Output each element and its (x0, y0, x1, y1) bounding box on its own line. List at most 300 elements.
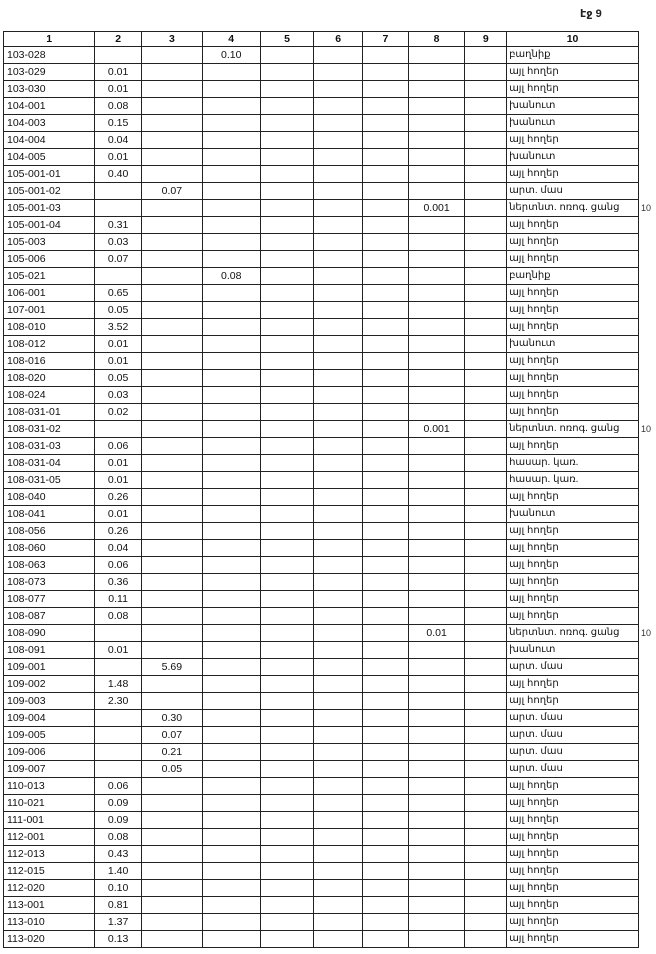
parcel-code-cell: 112-013 (4, 846, 95, 863)
parcel-code-cell: 109-003 (4, 693, 95, 710)
land-use-cell: այլ հողեր (507, 880, 639, 897)
area-value-cell: 0.36 (95, 574, 142, 591)
area-value-cell (314, 200, 363, 217)
land-use-cell: այլ հողեր (507, 846, 639, 863)
area-value-cell (202, 98, 260, 115)
area-value-cell (314, 285, 363, 302)
table-row (4, 914, 639, 931)
parcel-code-cell: 109-001 (4, 659, 95, 676)
area-value-cell (141, 370, 202, 387)
area-value-cell (202, 506, 260, 523)
area-value-cell (363, 217, 409, 234)
area-value-cell (408, 81, 465, 98)
parcel-code-cell: 108-073 (4, 574, 95, 591)
area-value-cell (363, 251, 409, 268)
area-value-cell (363, 319, 409, 336)
area-value-cell (260, 710, 314, 727)
area-value-cell (314, 404, 363, 421)
area-value-cell: 0.02 (95, 404, 142, 421)
area-value-cell (363, 132, 409, 149)
area-value-cell (363, 812, 409, 829)
column-header-8: 8 (408, 32, 465, 47)
table-row (4, 421, 639, 438)
area-value-cell (141, 64, 202, 81)
area-value-cell (314, 251, 363, 268)
area-value-cell (202, 744, 260, 761)
area-value-cell (465, 387, 507, 404)
area-value-cell (314, 863, 363, 880)
area-value-cell (408, 829, 465, 846)
area-value-cell (363, 353, 409, 370)
table-row (4, 710, 639, 727)
parcel-code-cell: 108-041 (4, 506, 95, 523)
area-value-cell (260, 64, 314, 81)
table-row (4, 302, 639, 319)
area-value-cell (202, 302, 260, 319)
area-value-cell: 0.05 (95, 370, 142, 387)
table-row (4, 251, 639, 268)
area-value-cell (314, 897, 363, 914)
area-value-cell (314, 523, 363, 540)
parcel-code-cell: 104-003 (4, 115, 95, 132)
area-value-cell: 0.01 (408, 625, 465, 642)
area-value-cell (95, 625, 142, 642)
area-value-cell (408, 472, 465, 489)
area-value-cell: 0.08 (202, 268, 260, 285)
area-value-cell (141, 455, 202, 472)
table-row (4, 829, 639, 846)
area-value-cell (314, 761, 363, 778)
land-use-cell: խանուտ (507, 336, 639, 353)
area-value-cell (202, 625, 260, 642)
area-value-cell: 0.06 (95, 438, 142, 455)
area-value-cell (95, 421, 142, 438)
table-row (4, 659, 639, 676)
table-row (4, 489, 639, 506)
land-use-cell: այլ հողեր (507, 234, 639, 251)
area-value-cell (363, 914, 409, 931)
area-value-cell (260, 778, 314, 795)
area-value-cell (141, 863, 202, 880)
area-value-cell: 0.40 (95, 166, 142, 183)
area-value-cell (260, 404, 314, 421)
area-value-cell (408, 370, 465, 387)
area-value-cell (314, 234, 363, 251)
area-value-cell (408, 404, 465, 421)
area-value-cell (314, 642, 363, 659)
area-value-cell (202, 591, 260, 608)
area-value-cell (260, 268, 314, 285)
area-value-cell (141, 285, 202, 302)
area-value-cell (465, 421, 507, 438)
area-value-cell (260, 829, 314, 846)
area-value-cell (363, 166, 409, 183)
area-value-cell (408, 846, 465, 863)
parcel-code-cell: 108-031-04 (4, 455, 95, 472)
area-value-cell (314, 132, 363, 149)
area-value-cell (314, 336, 363, 353)
table-row (4, 625, 639, 642)
page-number-label: էջ 9 (580, 8, 602, 20)
area-value-cell (465, 319, 507, 336)
area-value-cell (465, 64, 507, 81)
parcel-code-cell: 108-091 (4, 642, 95, 659)
area-value-cell (202, 693, 260, 710)
area-value-cell (363, 489, 409, 506)
area-value-cell (260, 387, 314, 404)
area-value-cell (260, 149, 314, 166)
land-use-cell: այլ հողեր (507, 217, 639, 234)
parcel-code-cell: 105-006 (4, 251, 95, 268)
area-value-cell (314, 47, 363, 64)
table-row (4, 285, 639, 302)
area-value-cell (314, 370, 363, 387)
area-value-cell (465, 149, 507, 166)
parcel-code-cell: 108-020 (4, 370, 95, 387)
table-row (4, 795, 639, 812)
land-use-cell: այլ հողեր (507, 81, 639, 98)
parcel-code-cell: 111-001 (4, 812, 95, 829)
area-value-cell (363, 183, 409, 200)
parcel-code-cell: 105-001-04 (4, 217, 95, 234)
area-value-cell (363, 455, 409, 472)
area-value-cell (363, 591, 409, 608)
area-value-cell (314, 64, 363, 81)
land-use-cell: այլ հողեր (507, 693, 639, 710)
area-value-cell (465, 268, 507, 285)
parcel-code-cell: 109-002 (4, 676, 95, 693)
area-value-cell (314, 846, 363, 863)
parcel-code-cell: 112-001 (4, 829, 95, 846)
table-body (4, 47, 639, 948)
area-value-cell (202, 880, 260, 897)
area-value-cell (260, 625, 314, 642)
land-use-cell: արտ. մաս (507, 659, 639, 676)
area-value-cell (202, 710, 260, 727)
area-value-cell (95, 659, 142, 676)
land-use-cell: այլ հողեր (507, 489, 639, 506)
area-value-cell (260, 880, 314, 897)
area-value-cell (260, 217, 314, 234)
area-value-cell (95, 47, 142, 64)
area-value-cell (141, 676, 202, 693)
area-value-cell (202, 115, 260, 132)
table-row (4, 183, 639, 200)
area-value-cell (465, 914, 507, 931)
land-use-cell: այլ հողեր (507, 370, 639, 387)
area-value-cell (141, 251, 202, 268)
area-value-cell (314, 319, 363, 336)
area-value-cell (408, 64, 465, 81)
area-value-cell (465, 438, 507, 455)
area-value-cell (363, 149, 409, 166)
area-value-cell: 0.01 (95, 149, 142, 166)
area-value-cell: 0.65 (95, 285, 142, 302)
table-row (4, 115, 639, 132)
area-value-cell (260, 353, 314, 370)
land-use-cell: ներտնտ. ոռոգ. ցանց (507, 421, 639, 438)
area-value-cell (141, 81, 202, 98)
area-value-cell (260, 438, 314, 455)
area-value-cell (363, 693, 409, 710)
parcel-code-cell: 108-077 (4, 591, 95, 608)
area-value-cell (141, 47, 202, 64)
table-row (4, 268, 639, 285)
parcel-code-cell: 103-030 (4, 81, 95, 98)
area-value-cell (202, 846, 260, 863)
land-use-cell: խանուտ (507, 115, 639, 132)
area-value-cell (202, 676, 260, 693)
area-value-cell (408, 506, 465, 523)
parcel-code-cell: 108-056 (4, 523, 95, 540)
parcel-code-cell: 112-015 (4, 863, 95, 880)
area-value-cell (465, 472, 507, 489)
area-value-cell (202, 353, 260, 370)
land-use-cell: այլ հողեր (507, 64, 639, 81)
area-value-cell (465, 183, 507, 200)
area-value-cell (465, 302, 507, 319)
land-use-cell: խանուտ (507, 149, 639, 166)
area-value-cell (363, 387, 409, 404)
column-header-9: 9 (465, 32, 507, 47)
area-value-cell (260, 200, 314, 217)
land-use-cell: այլ հողեր (507, 591, 639, 608)
area-value-cell (363, 115, 409, 132)
column-header-6: 6 (314, 32, 363, 47)
area-value-cell (408, 98, 465, 115)
table-row (4, 472, 639, 489)
area-value-cell (408, 693, 465, 710)
area-value-cell: 0.04 (95, 540, 142, 557)
area-value-cell: 0.08 (95, 98, 142, 115)
area-value-cell (408, 591, 465, 608)
area-value-cell (314, 438, 363, 455)
parcel-code-cell: 105-001-03 (4, 200, 95, 217)
area-value-cell (141, 914, 202, 931)
area-value-cell (408, 319, 465, 336)
table-row (4, 897, 639, 914)
table-row (4, 217, 639, 234)
table-row (4, 642, 639, 659)
area-value-cell (202, 778, 260, 795)
parcel-code-cell: 108-016 (4, 353, 95, 370)
table-row (4, 166, 639, 183)
area-value-cell (465, 693, 507, 710)
area-value-cell (314, 472, 363, 489)
area-value-cell (260, 557, 314, 574)
table-row (4, 234, 639, 251)
area-value-cell (363, 200, 409, 217)
area-value-cell (408, 744, 465, 761)
column-header-3: 3 (141, 32, 202, 47)
table-row (4, 744, 639, 761)
area-value-cell (202, 897, 260, 914)
area-value-cell (141, 319, 202, 336)
area-value-cell (202, 557, 260, 574)
area-value-cell: 0.001 (408, 200, 465, 217)
area-value-cell (141, 353, 202, 370)
area-value-cell (314, 880, 363, 897)
area-value-cell (141, 387, 202, 404)
area-value-cell (408, 285, 465, 302)
land-use-cell: արտ. մաս (507, 727, 639, 744)
area-value-cell (141, 421, 202, 438)
area-value-cell (363, 540, 409, 557)
area-value-cell (363, 659, 409, 676)
area-value-cell (314, 676, 363, 693)
area-value-cell: 5.69 (141, 659, 202, 676)
area-value-cell (465, 489, 507, 506)
area-value-cell: 0.01 (95, 64, 142, 81)
table-row (4, 778, 639, 795)
area-value-cell (363, 404, 409, 421)
parcel-code-cell: 108-060 (4, 540, 95, 557)
table-row (4, 506, 639, 523)
area-value-cell (465, 234, 507, 251)
area-value-cell (363, 47, 409, 64)
area-value-cell (465, 710, 507, 727)
parcel-code-cell: 107-001 (4, 302, 95, 319)
land-use-cell: այլ հողեր (507, 166, 639, 183)
area-value-cell (465, 829, 507, 846)
area-value-cell (408, 234, 465, 251)
table-row (4, 81, 639, 98)
area-value-cell (260, 659, 314, 676)
area-value-cell (408, 302, 465, 319)
land-use-cell: այլ հողեր (507, 795, 639, 812)
area-value-cell (465, 47, 507, 64)
land-use-cell: բաղնիք (507, 47, 639, 64)
area-value-cell (260, 132, 314, 149)
area-value-cell (314, 557, 363, 574)
area-value-cell (260, 234, 314, 251)
area-value-cell (363, 761, 409, 778)
land-use-cell: այլ հողեր (507, 387, 639, 404)
area-value-cell (202, 931, 260, 948)
area-value-cell (314, 914, 363, 931)
area-value-cell (141, 506, 202, 523)
area-value-cell (408, 523, 465, 540)
area-value-cell (363, 897, 409, 914)
parcel-code-cell: 108-090 (4, 625, 95, 642)
table-row (4, 812, 639, 829)
area-value-cell (314, 455, 363, 472)
area-value-cell (363, 574, 409, 591)
area-value-cell (314, 574, 363, 591)
area-value-cell (314, 710, 363, 727)
area-value-cell (141, 608, 202, 625)
table-row (4, 404, 639, 421)
area-value-cell (314, 268, 363, 285)
area-value-cell: 0.09 (95, 795, 142, 812)
area-value-cell (408, 574, 465, 591)
parcel-code-cell: 108-031-05 (4, 472, 95, 489)
land-use-cell: խանուտ (507, 98, 639, 115)
area-value-cell (408, 183, 465, 200)
parcel-code-cell: 103-029 (4, 64, 95, 81)
area-value-cell (314, 421, 363, 438)
table-row (4, 863, 639, 880)
land-use-cell: արտ. մաս (507, 710, 639, 727)
parcel-code-cell: 104-004 (4, 132, 95, 149)
area-value-cell (260, 931, 314, 948)
area-value-cell (260, 693, 314, 710)
area-value-cell: 0.10 (95, 880, 142, 897)
area-value-cell (465, 404, 507, 421)
column-header-1: 1 (4, 32, 95, 47)
parcel-code-cell: 110-021 (4, 795, 95, 812)
area-value-cell (465, 574, 507, 591)
area-value-cell: 0.08 (95, 608, 142, 625)
area-value-cell (202, 795, 260, 812)
area-value-cell (141, 234, 202, 251)
area-value-cell (408, 795, 465, 812)
area-value-cell: 0.05 (141, 761, 202, 778)
area-value-cell: 0.03 (95, 234, 142, 251)
area-value-cell (260, 302, 314, 319)
table-row (4, 523, 639, 540)
parcel-code-cell: 105-001-02 (4, 183, 95, 200)
land-use-cell: ներտնտ. ոռոգ. ցանց (507, 625, 639, 642)
land-use-cell: այլ հողեր (507, 132, 639, 149)
area-value-cell (141, 829, 202, 846)
area-value-cell (260, 115, 314, 132)
area-value-cell (465, 506, 507, 523)
land-use-cell: հասար. կառ. (507, 472, 639, 489)
area-value-cell (202, 336, 260, 353)
column-header-10: 10 (507, 32, 639, 47)
land-use-cell: խանուտ (507, 642, 639, 659)
area-value-cell (408, 217, 465, 234)
area-value-cell (465, 285, 507, 302)
area-value-cell (408, 489, 465, 506)
area-value-cell (202, 608, 260, 625)
parcel-code-cell: 103-028 (4, 47, 95, 64)
area-value-cell (465, 727, 507, 744)
area-value-cell (465, 251, 507, 268)
area-value-cell: 1.37 (95, 914, 142, 931)
area-value-cell (141, 812, 202, 829)
area-value-cell (408, 251, 465, 268)
area-value-cell (260, 540, 314, 557)
area-value-cell (260, 914, 314, 931)
area-value-cell (314, 166, 363, 183)
area-value-cell (95, 268, 142, 285)
area-value-cell (260, 591, 314, 608)
area-value-cell (202, 64, 260, 81)
area-value-cell (408, 676, 465, 693)
area-value-cell (141, 489, 202, 506)
area-value-cell (260, 897, 314, 914)
area-value-cell (141, 149, 202, 166)
area-value-cell (202, 472, 260, 489)
land-use-cell: այլ հողեր (507, 778, 639, 795)
area-value-cell (260, 608, 314, 625)
area-value-cell (202, 421, 260, 438)
area-value-cell (202, 81, 260, 98)
land-use-cell: այլ հողեր (507, 523, 639, 540)
parcel-code-cell: 108-012 (4, 336, 95, 353)
area-value-cell (202, 404, 260, 421)
area-value-cell (465, 115, 507, 132)
area-value-cell (202, 183, 260, 200)
area-value-cell (408, 115, 465, 132)
area-value-cell (260, 285, 314, 302)
area-value-cell (202, 166, 260, 183)
area-value-cell (202, 370, 260, 387)
area-value-cell (202, 285, 260, 302)
area-value-cell: 0.10 (202, 47, 260, 64)
